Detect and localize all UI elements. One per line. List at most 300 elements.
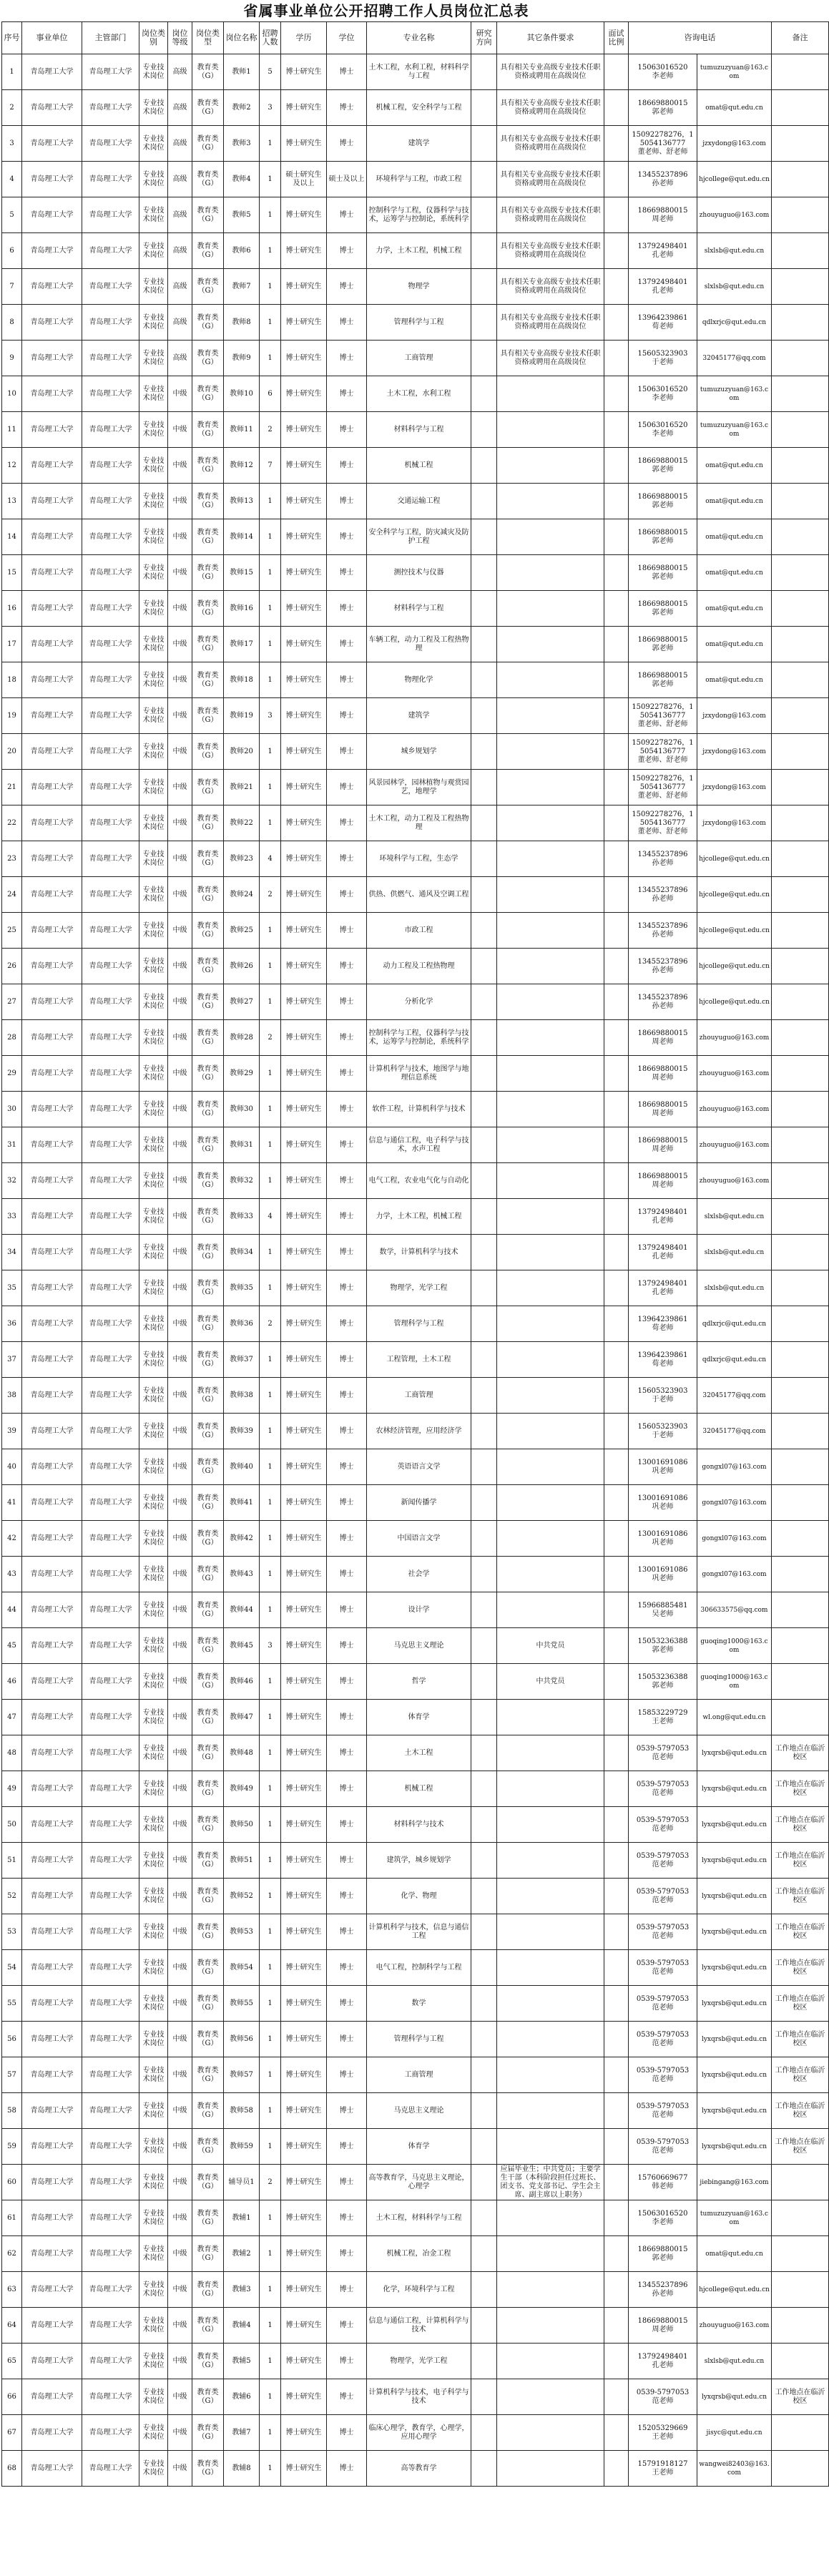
cell-index: 3 xyxy=(2,126,22,162)
cell-major: 信息与通信工程，计算机科学与技术 xyxy=(367,2308,471,2344)
table-row xyxy=(2,269,829,305)
cell-level: 中级 xyxy=(168,913,192,949)
cell-education: 博士研究生 xyxy=(281,1235,327,1270)
cell-category: 专业技术岗位 xyxy=(139,305,168,341)
cell-email[interactable]: jzxydong@163.com xyxy=(697,770,772,805)
cell-degree: 博士 xyxy=(327,2129,367,2165)
cell-email[interactable]: omat@qut.edu.cn xyxy=(697,90,772,126)
cell-remark xyxy=(772,1521,829,1557)
cell-email[interactable]: 306633575@qq.com xyxy=(697,1592,772,1628)
cell-level: 高级 xyxy=(168,126,192,162)
cell-count: 4 xyxy=(260,1199,281,1235)
cell-unit: 青岛理工大学 xyxy=(22,1700,82,1735)
cell-requirements: 具有相关专业高级专业技术任职资格或聘用在高级岗位 xyxy=(497,126,604,162)
cell-education: 博士研究生 xyxy=(281,2200,327,2236)
cell-count: 1 xyxy=(260,1914,281,1950)
cell-email[interactable]: zhouyuguo@163.com xyxy=(697,197,772,233)
cell-ratio xyxy=(604,1807,629,1843)
cell-unit: 青岛理工大学 xyxy=(22,1485,82,1521)
cell-position: 教师13 xyxy=(224,484,260,519)
cell-ratio xyxy=(604,1986,629,2022)
cell-email[interactable]: jzxydong@163.com xyxy=(697,805,772,841)
cell-requirements xyxy=(497,2379,604,2415)
cell-category: 专业技术岗位 xyxy=(139,1199,168,1235)
cell-education: 博士研究生 xyxy=(281,126,327,162)
cell-level: 中级 xyxy=(168,1771,192,1807)
cell-phone: 15053236388 郭老师 xyxy=(629,1628,697,1664)
cell-research xyxy=(471,1700,497,1735)
cell-email[interactable]: slxlsb@qut.edu.cn xyxy=(697,1270,772,1306)
cell-index: 26 xyxy=(2,949,22,984)
cell-email[interactable]: hjcollege@qut.edu.cn xyxy=(697,162,772,197)
cell-education: 博士研究生 xyxy=(281,1950,327,1986)
cell-count: 1 xyxy=(260,1843,281,1879)
cell-category: 专业技术岗位 xyxy=(139,1092,168,1127)
cell-unit: 青岛理工大学 xyxy=(22,1020,82,1056)
table-row xyxy=(2,662,829,698)
cell-major: 机械工程 xyxy=(367,448,471,484)
table-row xyxy=(2,448,829,484)
cell-email[interactable]: omat@qut.edu.cn xyxy=(697,591,772,627)
cell-count: 1 xyxy=(260,1378,281,1414)
cell-email[interactable]: 32045177@qq.com xyxy=(697,341,772,376)
cell-email[interactable]: lyxqrsb@qut.edu.cn xyxy=(697,2057,772,2093)
cell-index: 44 xyxy=(2,1592,22,1628)
cell-level: 高级 xyxy=(168,197,192,233)
cell-email[interactable]: gongxl07@163.com xyxy=(697,1449,772,1485)
cell-department: 青岛理工大学 xyxy=(82,591,139,627)
cell-unit: 青岛理工大学 xyxy=(22,1092,82,1127)
cell-type: 教育类（G） xyxy=(192,1342,224,1378)
cell-count: 2 xyxy=(260,1020,281,1056)
cell-ratio xyxy=(604,1414,629,1449)
cell-research xyxy=(471,662,497,698)
cell-email[interactable]: guoqing1000@163.com xyxy=(697,1628,772,1664)
cell-ratio xyxy=(604,1950,629,1986)
cell-email[interactable]: wangwei82403@163.com xyxy=(697,2451,772,2487)
cell-email[interactable]: tumuzuzyuan@163.com xyxy=(697,412,772,448)
cell-phone: 0539-5797053 范老师 xyxy=(629,1986,697,2022)
cell-position: 教师28 xyxy=(224,1020,260,1056)
cell-ratio xyxy=(604,2344,629,2379)
cell-index: 64 xyxy=(2,2308,22,2344)
cell-type: 教育类（G） xyxy=(192,2093,224,2129)
cell-email[interactable]: zhouyuguo@163.com xyxy=(697,1092,772,1127)
cell-department: 青岛理工大学 xyxy=(82,233,139,269)
cell-email[interactable]: zhouyuguo@163.com xyxy=(697,1020,772,1056)
cell-level: 中级 xyxy=(168,1163,192,1199)
cell-email[interactable]: tumuzuzyuan@163.com xyxy=(697,54,772,90)
cell-unit: 青岛理工大学 xyxy=(22,448,82,484)
cell-position: 教师6 xyxy=(224,233,260,269)
cell-type: 教育类（G） xyxy=(192,805,224,841)
cell-research xyxy=(471,1807,497,1843)
cell-department: 青岛理工大学 xyxy=(82,698,139,734)
cell-index: 21 xyxy=(2,770,22,805)
cell-ratio xyxy=(604,1342,629,1378)
cell-department: 青岛理工大学 xyxy=(82,1020,139,1056)
cell-unit: 青岛理工大学 xyxy=(22,1235,82,1270)
cell-unit: 青岛理工大学 xyxy=(22,877,82,913)
cell-email[interactable]: slxlsb@qut.edu.cn xyxy=(697,1199,772,1235)
cell-category: 专业技术岗位 xyxy=(139,913,168,949)
cell-type: 教育类（G） xyxy=(192,305,224,341)
cell-education: 博士研究生 xyxy=(281,805,327,841)
cell-email[interactable]: zhouyuguo@163.com xyxy=(697,1163,772,1199)
cell-position: 教辅8 xyxy=(224,2451,260,2487)
cell-email[interactable]: lyxqrsb@qut.edu.cn xyxy=(697,1735,772,1771)
cell-phone: 18669880015 周老师 xyxy=(629,1056,697,1092)
cell-position: 教师53 xyxy=(224,1914,260,1950)
cell-ratio xyxy=(604,1557,629,1592)
cell-type: 教育类（G） xyxy=(192,2344,224,2379)
column-header: 岗位类别 xyxy=(139,22,168,54)
cell-major: 物理学 xyxy=(367,269,471,305)
cell-email[interactable]: qdlxrjc@qut.edu.cn xyxy=(697,1306,772,1342)
cell-major: 土木工程，材料科学与工程 xyxy=(367,2200,471,2236)
cell-research xyxy=(471,1056,497,1092)
cell-email[interactable]: jzxydong@163.com xyxy=(697,698,772,734)
cell-unit: 青岛理工大学 xyxy=(22,162,82,197)
cell-ratio xyxy=(604,2379,629,2415)
cell-education: 博士研究生 xyxy=(281,1700,327,1735)
cell-email[interactable]: lyxqrsb@qut.edu.cn xyxy=(697,1807,772,1843)
cell-index: 51 xyxy=(2,1843,22,1879)
cell-level: 中级 xyxy=(168,1235,192,1270)
cell-research xyxy=(471,2379,497,2415)
cell-requirements xyxy=(497,627,604,662)
cell-ratio xyxy=(604,484,629,519)
cell-department: 青岛理工大学 xyxy=(82,269,139,305)
cell-category: 专业技术岗位 xyxy=(139,519,168,555)
cell-major: 机械工程，安全科学与工程 xyxy=(367,90,471,126)
cell-requirements xyxy=(497,698,604,734)
cell-index: 61 xyxy=(2,2200,22,2236)
cell-email[interactable]: zhouyuguo@163.com xyxy=(697,2308,772,2344)
cell-department: 青岛理工大学 xyxy=(82,2129,139,2165)
cell-type: 教育类（G） xyxy=(192,1378,224,1414)
cell-email[interactable]: lyxqrsb@qut.edu.cn xyxy=(697,1986,772,2022)
cell-count: 1 xyxy=(260,484,281,519)
cell-requirements xyxy=(497,1449,604,1485)
cell-type: 教育类（G） xyxy=(192,1914,224,1950)
cell-email[interactable]: jzxydong@163.com xyxy=(697,734,772,770)
cell-email[interactable]: lyxqrsb@qut.edu.cn xyxy=(697,1843,772,1879)
cell-remark xyxy=(772,341,829,376)
cell-category: 专业技术岗位 xyxy=(139,2415,168,2451)
cell-ratio xyxy=(604,1521,629,1557)
cell-requirements xyxy=(497,1378,604,1414)
table-row xyxy=(2,1235,829,1270)
cell-count: 1 xyxy=(260,1664,281,1700)
cell-degree: 博士 xyxy=(327,698,367,734)
cell-phone: 15063016520 李老师 xyxy=(629,412,697,448)
cell-degree: 博士 xyxy=(327,1735,367,1771)
cell-unit: 青岛理工大学 xyxy=(22,2308,82,2344)
cell-email[interactable]: lyxqrsb@qut.edu.cn xyxy=(697,1914,772,1950)
cell-count: 1 xyxy=(260,1270,281,1306)
cell-email[interactable]: gongxl07@163.com xyxy=(697,1521,772,1557)
cell-level: 中级 xyxy=(168,949,192,984)
cell-email[interactable]: hjcollege@qut.edu.cn xyxy=(697,877,772,913)
cell-unit: 青岛理工大学 xyxy=(22,1664,82,1700)
cell-requirements xyxy=(497,1914,604,1950)
cell-phone: 18669880015 周老师 xyxy=(629,197,697,233)
cell-category: 专业技术岗位 xyxy=(139,1914,168,1950)
cell-index: 62 xyxy=(2,2236,22,2272)
cell-ratio xyxy=(604,913,629,949)
cell-phone: 15063016520 李老师 xyxy=(629,2200,697,2236)
cell-email[interactable]: omat@qut.edu.cn xyxy=(697,2236,772,2272)
cell-level: 中级 xyxy=(168,2200,192,2236)
cell-email[interactable]: guoqing1000@163.com xyxy=(697,1664,772,1700)
cell-level: 中级 xyxy=(168,662,192,698)
cell-email[interactable]: slxlsb@qut.edu.cn xyxy=(697,269,772,305)
cell-degree: 博士 xyxy=(327,1199,367,1235)
cell-email[interactable]: jisyc@qut.edu.cn xyxy=(697,2415,772,2451)
cell-remark xyxy=(772,2308,829,2344)
cell-remark: 工作地点在临沂校区 xyxy=(772,2057,829,2093)
cell-index: 23 xyxy=(2,841,22,877)
cell-count: 2 xyxy=(260,877,281,913)
table-row xyxy=(2,1950,829,1986)
cell-type: 教育类（G） xyxy=(192,2057,224,2093)
cell-level: 中级 xyxy=(168,877,192,913)
cell-email[interactable]: omat@qut.edu.cn xyxy=(697,519,772,555)
table-body xyxy=(2,54,829,2487)
cell-email[interactable]: hjcollege@qut.edu.cn xyxy=(697,2272,772,2308)
cell-category: 专业技术岗位 xyxy=(139,1342,168,1378)
table-row xyxy=(2,2129,829,2165)
cell-category: 专业技术岗位 xyxy=(139,484,168,519)
cell-count: 1 xyxy=(260,1235,281,1270)
cell-remark xyxy=(772,1306,829,1342)
cell-email[interactable]: omat@qut.edu.cn xyxy=(697,484,772,519)
cell-major: 电气工程，农业电气化与自动化 xyxy=(367,1163,471,1199)
cell-email[interactable]: omat@qut.edu.cn xyxy=(697,555,772,591)
cell-email[interactable]: omat@qut.edu.cn xyxy=(697,448,772,484)
table-row xyxy=(2,1127,829,1163)
cell-education: 博士研究生 xyxy=(281,1163,327,1199)
cell-index: 67 xyxy=(2,2415,22,2451)
cell-major: 安全科学与工程，防灾减灾及防护工程 xyxy=(367,519,471,555)
cell-ratio xyxy=(604,1235,629,1270)
cell-email[interactable]: lyxqrsb@qut.edu.cn xyxy=(697,1950,772,1986)
cell-email[interactable]: hjcollege@qut.edu.cn xyxy=(697,913,772,949)
cell-email[interactable]: hjcollege@qut.edu.cn xyxy=(697,949,772,984)
cell-ratio xyxy=(604,1628,629,1664)
cell-email[interactable]: lyxqrsb@qut.edu.cn xyxy=(697,2093,772,2129)
cell-category: 专业技术岗位 xyxy=(139,1735,168,1771)
cell-count: 1 xyxy=(260,1592,281,1628)
cell-level: 中级 xyxy=(168,2344,192,2379)
cell-position: 教师11 xyxy=(224,412,260,448)
table-row xyxy=(2,412,829,448)
cell-email[interactable]: gongxl07@163.com xyxy=(697,1485,772,1521)
cell-level: 中级 xyxy=(168,1735,192,1771)
cell-research xyxy=(471,90,497,126)
cell-index: 48 xyxy=(2,1735,22,1771)
cell-email[interactable]: lyxqrsb@qut.edu.cn xyxy=(697,2379,772,2415)
cell-category: 专业技术岗位 xyxy=(139,341,168,376)
cell-department: 青岛理工大学 xyxy=(82,2272,139,2308)
cell-count: 1 xyxy=(260,2451,281,2487)
cell-education: 博士研究生 xyxy=(281,1807,327,1843)
cell-research xyxy=(471,770,497,805)
cell-count: 1 xyxy=(260,1449,281,1485)
cell-remark xyxy=(772,877,829,913)
cell-requirements: 应届毕业生；中共党员；主要学生干部（本科阶段担任过班长、团支书、党支部书记、学生会主席、副主席以上职务） xyxy=(497,2165,604,2200)
cell-index: 20 xyxy=(2,734,22,770)
cell-requirements xyxy=(497,448,604,484)
cell-phone: 0539-5797053 范老师 xyxy=(629,2129,697,2165)
cell-requirements: 具有相关专业高级专业技术任职资格或聘用在高级岗位 xyxy=(497,305,604,341)
cell-department: 青岛理工大学 xyxy=(82,984,139,1020)
cell-email[interactable]: gongxl07@163.com xyxy=(697,1557,772,1592)
cell-research xyxy=(471,448,497,484)
cell-count: 3 xyxy=(260,698,281,734)
cell-category: 专业技术岗位 xyxy=(139,1950,168,1986)
cell-email[interactable]: slxlsb@qut.edu.cn xyxy=(697,1235,772,1270)
table-row xyxy=(2,1449,829,1485)
cell-email[interactable]: hjcollege@qut.edu.cn xyxy=(697,841,772,877)
cell-category: 专业技术岗位 xyxy=(139,2379,168,2415)
cell-email[interactable]: jiebingang@163.com xyxy=(697,2165,772,2200)
cell-department: 青岛理工大学 xyxy=(82,1700,139,1735)
cell-index: 65 xyxy=(2,2344,22,2379)
cell-research xyxy=(471,841,497,877)
cell-major: 工程管理，土木工程 xyxy=(367,1342,471,1378)
cell-remark xyxy=(772,412,829,448)
cell-count: 1 xyxy=(260,1163,281,1199)
cell-remark xyxy=(772,913,829,949)
cell-ratio xyxy=(604,90,629,126)
cell-email[interactable]: hjcollege@qut.edu.cn xyxy=(697,984,772,1020)
cell-ratio xyxy=(604,2022,629,2057)
cell-email[interactable]: lyxqrsb@qut.edu.cn xyxy=(697,1879,772,1914)
cell-research xyxy=(471,2415,497,2451)
cell-email[interactable]: qdlxrjc@qut.edu.cn xyxy=(697,305,772,341)
cell-major: 体育学 xyxy=(367,1700,471,1735)
cell-category: 专业技术岗位 xyxy=(139,627,168,662)
cell-department: 青岛理工大学 xyxy=(82,2022,139,2057)
cell-department: 青岛理工大学 xyxy=(82,1628,139,1664)
cell-unit: 青岛理工大学 xyxy=(22,2415,82,2451)
cell-count: 1 xyxy=(260,1056,281,1092)
cell-major: 管理科学与工程 xyxy=(367,2022,471,2057)
cell-category: 专业技术岗位 xyxy=(139,2272,168,2308)
cell-education: 博士研究生 xyxy=(281,1449,327,1485)
cell-research xyxy=(471,1771,497,1807)
cell-count: 1 xyxy=(260,341,281,376)
cell-major: 高等教育学 xyxy=(367,2451,471,2487)
table-row xyxy=(2,2165,829,2200)
cell-email[interactable]: 32045177@qq.com xyxy=(697,1414,772,1449)
cell-email[interactable]: lyxqrsb@qut.edu.cn xyxy=(697,1771,772,1807)
cell-unit: 青岛理工大学 xyxy=(22,1378,82,1414)
cell-degree: 博士 xyxy=(327,770,367,805)
cell-type: 教育类（G） xyxy=(192,1449,224,1485)
cell-major: 马克思主义理论 xyxy=(367,2093,471,2129)
cell-education: 博士研究生 xyxy=(281,519,327,555)
cell-remark xyxy=(772,305,829,341)
cell-level: 中级 xyxy=(168,1521,192,1557)
cell-count: 1 xyxy=(260,770,281,805)
cell-type: 教育类（G） xyxy=(192,662,224,698)
cell-requirements xyxy=(497,1020,604,1056)
cell-email[interactable]: omat@qut.edu.cn xyxy=(697,627,772,662)
cell-type: 教育类（G） xyxy=(192,1628,224,1664)
cell-remark xyxy=(772,1270,829,1306)
cell-requirements: 具有相关专业高级专业技术任职资格或聘用在高级岗位 xyxy=(497,54,604,90)
cell-degree: 博士 xyxy=(327,484,367,519)
cell-phone: 13964239861 荀老师 xyxy=(629,305,697,341)
cell-email[interactable]: slxlsb@qut.edu.cn xyxy=(697,2344,772,2379)
table-header-row xyxy=(2,22,829,54)
cell-research xyxy=(471,1414,497,1449)
cell-category: 专业技术岗位 xyxy=(139,1807,168,1843)
table-row xyxy=(2,484,829,519)
cell-phone: 13792498401 孔老师 xyxy=(629,233,697,269)
cell-category: 专业技术岗位 xyxy=(139,2022,168,2057)
cell-unit: 青岛理工大学 xyxy=(22,2379,82,2415)
cell-research xyxy=(471,949,497,984)
cell-position: 教师42 xyxy=(224,1521,260,1557)
cell-unit: 青岛理工大学 xyxy=(22,1449,82,1485)
cell-requirements xyxy=(497,1163,604,1199)
cell-remark xyxy=(772,984,829,1020)
cell-degree: 博士 xyxy=(327,1521,367,1557)
cell-remark: 工作地点在临沂校区 xyxy=(772,2022,829,2057)
cell-type: 教育类（G） xyxy=(192,1592,224,1628)
cell-email[interactable]: lyxqrsb@qut.edu.cn xyxy=(697,2022,772,2057)
cell-count: 1 xyxy=(260,1700,281,1735)
table-row xyxy=(2,1557,829,1592)
cell-count: 1 xyxy=(260,1807,281,1843)
cell-email[interactable]: jzxydong@163.com xyxy=(697,126,772,162)
cell-ratio xyxy=(604,54,629,90)
cell-email[interactable]: lyxqrsb@qut.edu.cn xyxy=(697,2129,772,2165)
cell-position: 教辅2 xyxy=(224,2236,260,2272)
cell-remark: 工作地点在临沂校区 xyxy=(772,1986,829,2022)
cell-category: 专业技术岗位 xyxy=(139,1664,168,1700)
cell-email[interactable]: omat@qut.edu.cn xyxy=(697,662,772,698)
cell-email[interactable]: tumuzuzyuan@163.com xyxy=(697,376,772,412)
cell-ratio xyxy=(604,2057,629,2093)
cell-email[interactable]: qdlxrjc@qut.edu.cn xyxy=(697,1342,772,1378)
cell-position: 教师48 xyxy=(224,1735,260,1771)
cell-email[interactable]: zhouyuguo@163.com xyxy=(697,1056,772,1092)
cell-degree: 博士 xyxy=(327,627,367,662)
cell-unit: 青岛理工大学 xyxy=(22,90,82,126)
cell-research xyxy=(471,877,497,913)
cell-email[interactable]: slxlsb@qut.edu.cn xyxy=(697,233,772,269)
cell-phone: 13792498401 孔老师 xyxy=(629,2344,697,2379)
cell-email[interactable]: tumuzuzyuan@163.com xyxy=(697,2200,772,2236)
cell-department: 青岛理工大学 xyxy=(82,877,139,913)
cell-department: 青岛理工大学 xyxy=(82,1771,139,1807)
cell-count: 4 xyxy=(260,841,281,877)
cell-degree: 博士 xyxy=(327,2022,367,2057)
cell-email[interactable]: wl.ong@qut.edu.cn xyxy=(697,1700,772,1735)
cell-major: 机械工程 xyxy=(367,1771,471,1807)
cell-email[interactable]: zhouyuguo@163.com xyxy=(697,1127,772,1163)
cell-phone: 0539-5797053 范老师 xyxy=(629,1807,697,1843)
cell-email[interactable]: 32045177@qq.com xyxy=(697,1378,772,1414)
cell-research xyxy=(471,484,497,519)
cell-position: 教师59 xyxy=(224,2129,260,2165)
cell-level: 高级 xyxy=(168,305,192,341)
